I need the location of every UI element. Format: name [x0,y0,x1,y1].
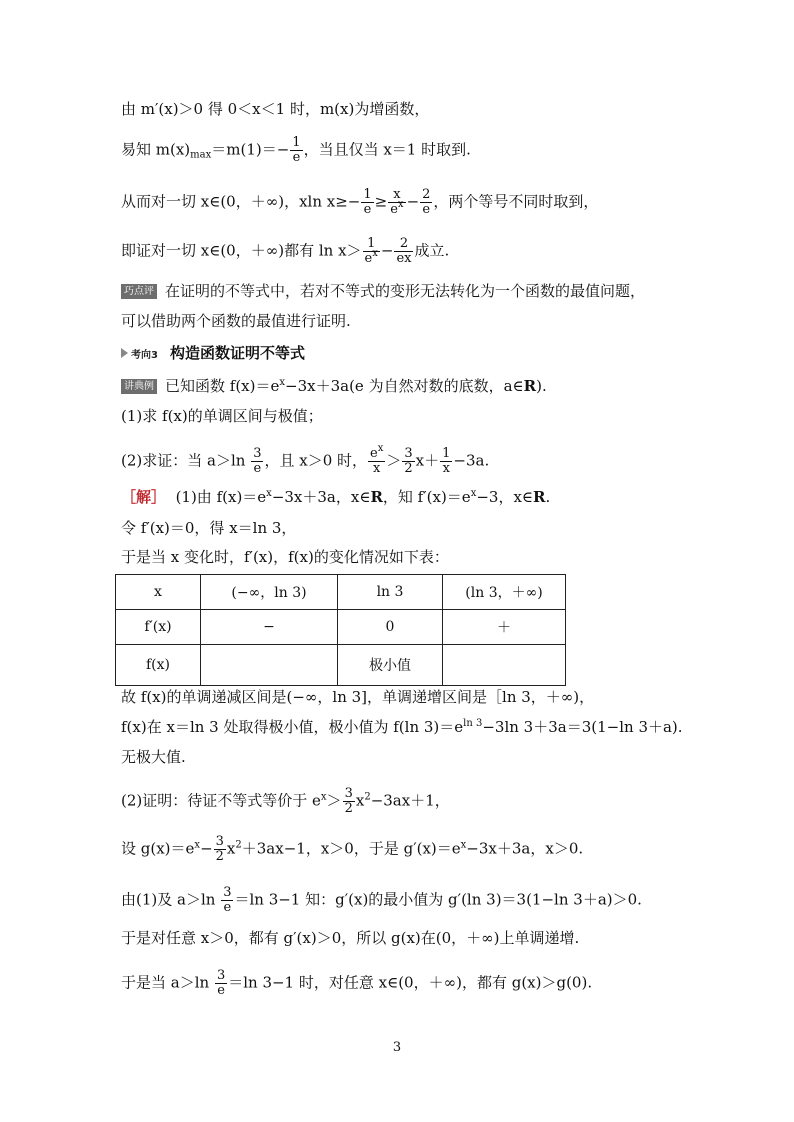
text-line-8: 讲典例 已知函数 $f(x)=e^x-3x+3a(e$ 为自然对数的底数，a∈R). [121,376,547,396]
fraction: $\frac{3}{e}$ [216,968,226,998]
table-cell: ln 3 [338,575,443,610]
table-cell: 极小值 [338,645,443,686]
table-cell: (ln 3，＋∞) [443,575,566,610]
fraction: $\frac{1}{e}$ [292,135,301,165]
fraction: $\frac{3}{2}$ [215,834,224,864]
fraction: $\frac{3}{e}$ [253,446,262,476]
table-cell: (−∞，ln 3) [201,575,338,610]
fraction: $\frac{3}{2}$ [404,446,413,476]
text-line-17: (2)证明：待证不等式等价于 $e^x>$ $\frac{3}{2}$ $x^2-3ax+1$， [121,786,450,816]
text-line-3: 从而对一切 x∈(0，＋∞)，xln x≥− $\frac{1}{e}$ ≥ $\frac{x}{e^x}$ − $\frac{2}{e}$ ，两个等号不同时取到， [121,187,599,217]
fraction: $\frac{e^x}{x}$ [370,443,384,476]
text-line-6: 可以借助两个函数的最值进行证明. [121,312,351,330]
table-cell: 0 [338,610,443,645]
text-line-2: 易知 $m(x)_{max}=m(1)=-$ $\frac{1}{e}$ ，当且仅当 x＝1 时取到. [121,135,471,165]
text-line-12: 令 f′(x)＝0，得 x＝ln 3， [121,519,297,537]
table-cell: f′(x) [116,610,201,645]
table-cell [443,645,566,686]
text-line-10: (2)求证：当 a＞ln $\frac{3}{e}$ ，且 x＞0 时， $\frac{e^x}{x}$ ＞ $\frac{3}{2}$ x＋ $\frac{1}{x}$ −3a. [121,443,490,476]
section-heading: 考向3 构造函数证明不等式 [121,343,305,366]
text-line-4: 即证对一切 x∈(0，＋∞)都有 ln x＞ $\frac{1}{e^x}$ − $\frac{2}{ex}$ 成立. [121,236,450,266]
text-line-20: 于是对任意 x＞0，都有 g′(x)＞0，所以 g(x)在(0，＋∞)上单调递增. [121,929,580,947]
text-line-18: 设 $g(x)=e^x-$ $\frac{3}{2}$ $x^2+3ax-1$，x＞0，于是 $g'(x)=e^x-3x+3a$，x＞0. [121,834,584,864]
text-line-21: 于是当 a＞ln $\frac{3}{e}$ ＝ln 3−1 时，对任意 x∈(0，＋∞)，都有 g(x)＞g(0). [121,968,593,998]
page-number: 3 [392,1040,402,1055]
fraction: $\frac{1}{e^x}$ [364,236,378,266]
fraction: $\frac{1}{x}$ [442,446,451,476]
fraction: $\frac{x}{e^x}$ [390,187,404,217]
comment-tag: 巧点评 [121,284,157,299]
solution-label: ［解］ [121,488,167,506]
table-cell: − [201,610,338,645]
variation-table [115,574,566,686]
fraction: $\frac{3}{e}$ [223,885,232,915]
table-row [116,575,566,610]
text-line-1: 由 m′(x)＞0 得 0＜x＜1 时，m(x)为增函数， [121,100,430,118]
table-cell: ＋ [443,610,566,645]
text-line-19: 由(1)及 a＞ln $\frac{3}{e}$ ＝ln 3−1 知：g′(x)的最小值为 g′(ln 3)＝3(1−ln 3＋a)＞0. [121,885,642,915]
text-line-13: 于是当 x 变化时，f′(x)，f(x)的变化情况如下表： [121,548,449,566]
fraction: $\frac{2}{ex}$ [396,236,412,266]
fraction: $\frac{2}{e}$ [422,187,431,217]
text-line-11: ［解］ (1)由 $f(x)=e^x-3x+3a$，x∈R，知 $f'(x)=e^x-3$，x∈R. [121,488,551,506]
text-line-9: (1)求 f(x)的单调区间与极值； [121,407,323,425]
table-row [116,645,566,686]
fraction: $\frac{3}{2}$ [344,786,353,816]
table-cell: f(x) [116,645,201,686]
example-tag: 讲典例 [121,379,157,394]
table-cell: x [116,575,201,610]
text-line-16: 无极大值. [121,748,186,766]
table-cell [201,645,338,686]
text-line-5: 巧点评 在证明的不等式中，若对不等式的变形无法转化为一个函数的最值问题， [121,281,645,301]
triangle-icon [121,348,128,358]
fraction: $\frac{1}{e}$ [363,187,372,217]
table-row [116,610,566,645]
text-line-14: 故 f(x)的单调递减区间是(−∞，ln 3]，单调递增区间是［ln 3，＋∞)， [121,688,595,706]
text-line-15: f(x)在 x＝ln 3 处取得极小值，极小值为 f(ln $3)=e^{ln 3}-3\ln$ 3＋3a＝3(1−ln 3＋a). [121,718,683,736]
